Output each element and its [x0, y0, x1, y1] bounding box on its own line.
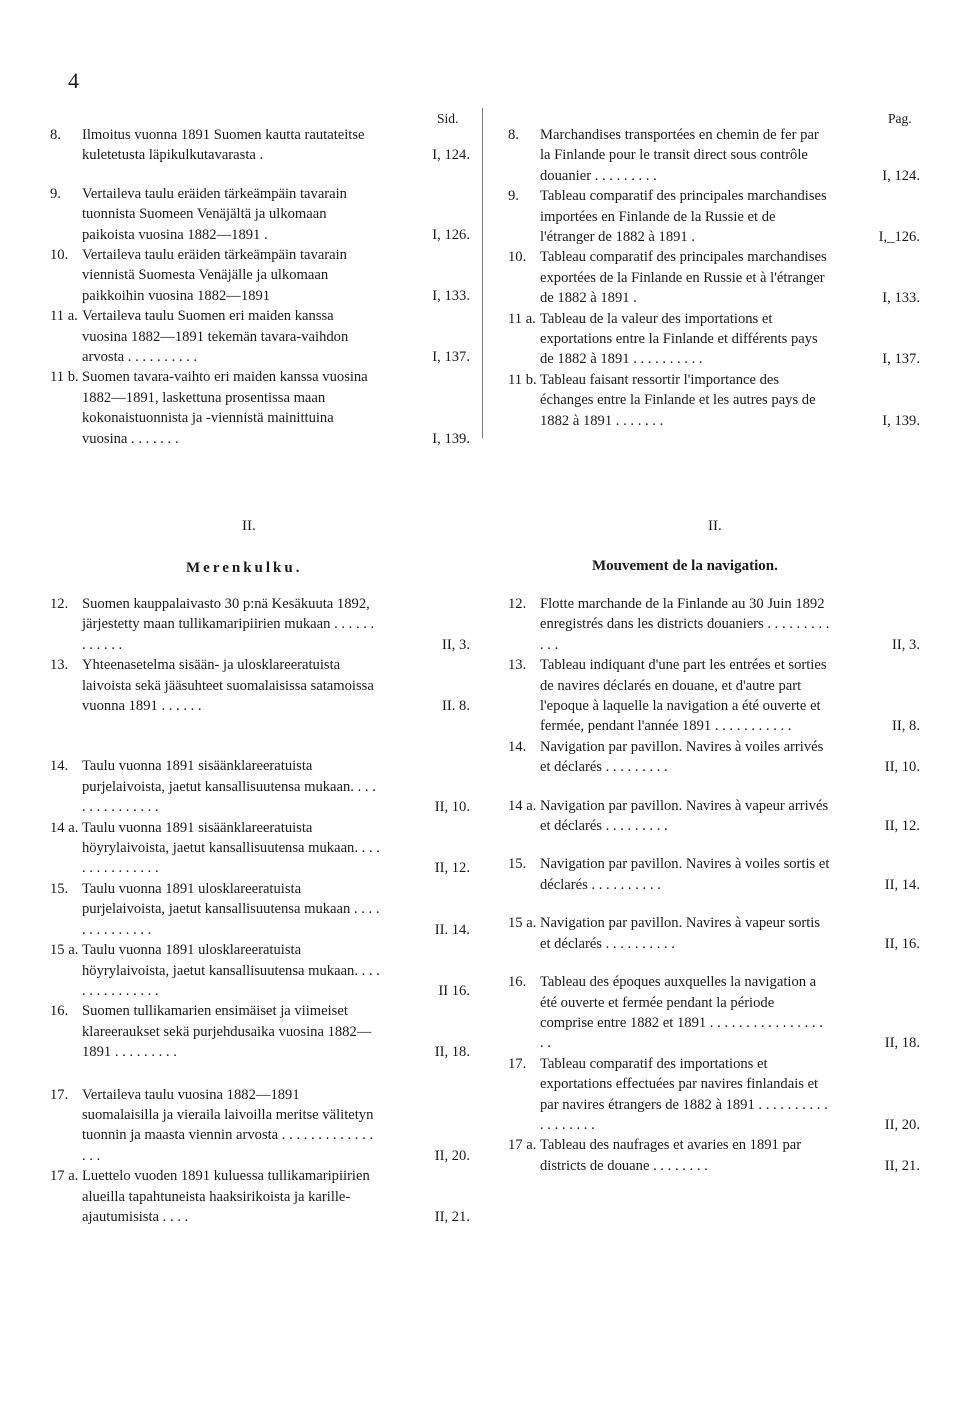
toc-entry: 9. Vertaileva taulu eräiden tärkeämpäin tavarain tuonnista Suomeen Venäjältä ja ulkomaan paikoista vuosina 1882—1891 . I, 126. — [50, 185, 470, 243]
toc-entry: 15 a. Navigation par pavillon. Navires à vapeur sortis et déclarés . . . . . . . . . . II, 16. — [508, 915, 920, 952]
section-title-fr: Mouvement de la navigation. — [592, 558, 778, 574]
toc-entry: 14 a. Navigation par pavillon. Navires à vapeur arrivés et déclarés . . . . . . . . . II, 12. — [508, 797, 920, 835]
page-number: 4 — [68, 68, 79, 93]
section-title-fi: Merenkulku. — [186, 560, 303, 576]
toc-entry: 11 a. Tableau de la valeur des importations et exportations entre la Finlande et différents pays de 1882 à 1891 . . . . . . . . . . I, 137. — [508, 310, 920, 368]
toc-fr-top — [508, 125, 920, 431]
toc-entry: 10. Tableau comparatif des principales marchandises exportées de la Finlande en Russie et à l'étranger de 1882 à 1891 . I, 133. — [508, 249, 920, 307]
toc-entry: 15. Taulu vuonna 1891 ulosklareeratuista purjelaivoista, jaetut kansallisuutensa mukaan . . . . . . . . . . . . . . II. 14. — [50, 880, 470, 938]
toc-entry: 17. Vertaileva taulu vuosina 1882—1891 suomalaisilla ja vieraila laivoilla meritse välitetyn tuonnin ja maasta viennin arvosta . . . . . . . . . . . . . . . . II, 20. — [50, 1086, 470, 1164]
toc-entry: 12. Suomen kauppalaivasto 30 p:nä Kesäkuuta 1892, järjestetty maan tullikamaripiirien mukaan . . . . . . . . . . . . II, 3. — [50, 596, 470, 653]
toc-entry: 17. Tableau comparatif des importations et exportations effectuées par navires finlandais et par navires étrangers de 1882 à 1891 . . . . . . . . . . . . . . . . . . II, 20. — [508, 1055, 920, 1133]
section-numeral-fi: II. — [242, 518, 256, 534]
right-column-header: Pag. — [888, 111, 912, 126]
toc-entry: 11 b. Tableau faisant ressortir l'importance des échanges entre la Finlande et les autres pays de 1882 à 1891 . . . . . . . I, 139. — [508, 371, 920, 429]
toc-entry: 16. Suomen tullikamarien ensimäiset ja viimeiset klareeraukset sekä purjehdusaika vuosina 1882—1891 . . . . . . . . . II, 18. — [50, 1003, 470, 1061]
toc-entry: 14. Taulu vuonna 1891 sisäänklareeratuista purjelaivoista, jaetut kansallisuutensa mukaan. . . . . . . . . . . . . . . II, 10. — [50, 758, 470, 816]
toc-fi-top — [50, 125, 470, 449]
toc-entry: 11 a. Vertaileva taulu Suomen eri maiden kanssa vuosina 1882—1891 tekemän tavara-vaihdon arvosta . . . . . . . . . . I, 137. — [50, 308, 470, 366]
left-column-header: Sid. — [437, 111, 459, 126]
toc-entry: 15. Navigation par pavillon. Navires à voiles sortis et déclarés . . . . . . . . . . II, 14. — [508, 856, 920, 893]
toc-fr-bottom — [508, 594, 920, 1176]
toc-entry: 13. Tableau indiquant d'une part les entrées et sorties de navires déclarés en douane, et d'autre part l'epoque à laquelle la navigation a été ouverte et fermée, pendant l'année 1891 . . . . . . . . . . . II, 8. — [508, 657, 920, 735]
toc-entry: 9. Tableau comparatif des principales marchandises importées en Finlande de la Russie et de l'étranger de 1882 à 1891 . I,_126. — [508, 188, 920, 246]
toc-fi-bottom — [50, 594, 470, 1227]
toc-entry: 15 a. Taulu vuonna 1891 ulosklareeratuista höyrylaivoista, jaetut kansallisuutensa mukaan. . . . . . . . . . . . . . . II 16. — [50, 942, 470, 999]
toc-entry: 10. Vertaileva taulu eräiden tärkeämpäin tavarain viennistä Suomesta Venäjälle ja ulkomaan paikkoihin vuosina 1882—1891 I, 133. — [50, 247, 470, 304]
toc-entry: 11 b. Suomen tavara-vaihto eri maiden kanssa vuosina 1882—1891, laskettuna prosentissa maan kokonaistuonnista ja -viennistä mainittuina vuosina . . . . . . . I, 139. — [50, 369, 470, 447]
toc-entry: 17 a. Tableau des naufrages et avaries en 1891 par districts de douane . . . . . . . . II, 21. — [508, 1137, 920, 1174]
toc-entry: 14. Navigation par pavillon. Navires à voiles arrivés et déclarés . . . . . . . . . II, 10. — [508, 738, 920, 776]
toc-entry: 16. Tableau des époques auxquelles la navigation a été ouverte et fermée pendant la période comprise entre 1882 et 1891 . . . . . . . . . . . . . . . . . . II, 18. — [508, 974, 920, 1052]
toc-entry: 8. Marchandises transportées en chemin de fer par la Finlande pour le transit direct sous contrôle douanier . . . . . . . . . I, 124. — [508, 127, 920, 184]
toc-entry: 17 a. Luettelo vuoden 1891 kuluessa tullikamaripiirien alueilla tapahtuneista haaksirikoista ja karille-ajautumisista . . . . II, 21. — [50, 1168, 470, 1225]
toc-entry: 8. Ilmoitus vuonna 1891 Suomen kautta rautateitse kuletetusta läpikulkutavarasta . I, 124. — [50, 127, 470, 164]
column-divider — [482, 108, 483, 438]
toc-entry: 12. Flotte marchande de la Finlande au 30 Juin 1892 enregistrés dans les districts douaniers . . . . . . . . . . . . II, 3. — [508, 596, 920, 653]
toc-entry: 13. Yhteenasetelma sisään- ja ulosklareeratuista laivoista sekä jääsuhteet suomalaisissa satamoissa vuonna 1891 . . . . . . II. 8. — [50, 657, 470, 715]
toc-entry: 14 a. Taulu vuonna 1891 sisäänklareeratuista höyrylaivoista, jaetut kansallisuutensa mukaan. . . . . . . . . . . . . . . II, 12. — [50, 819, 470, 877]
section-numeral-fr: II. — [708, 518, 722, 534]
